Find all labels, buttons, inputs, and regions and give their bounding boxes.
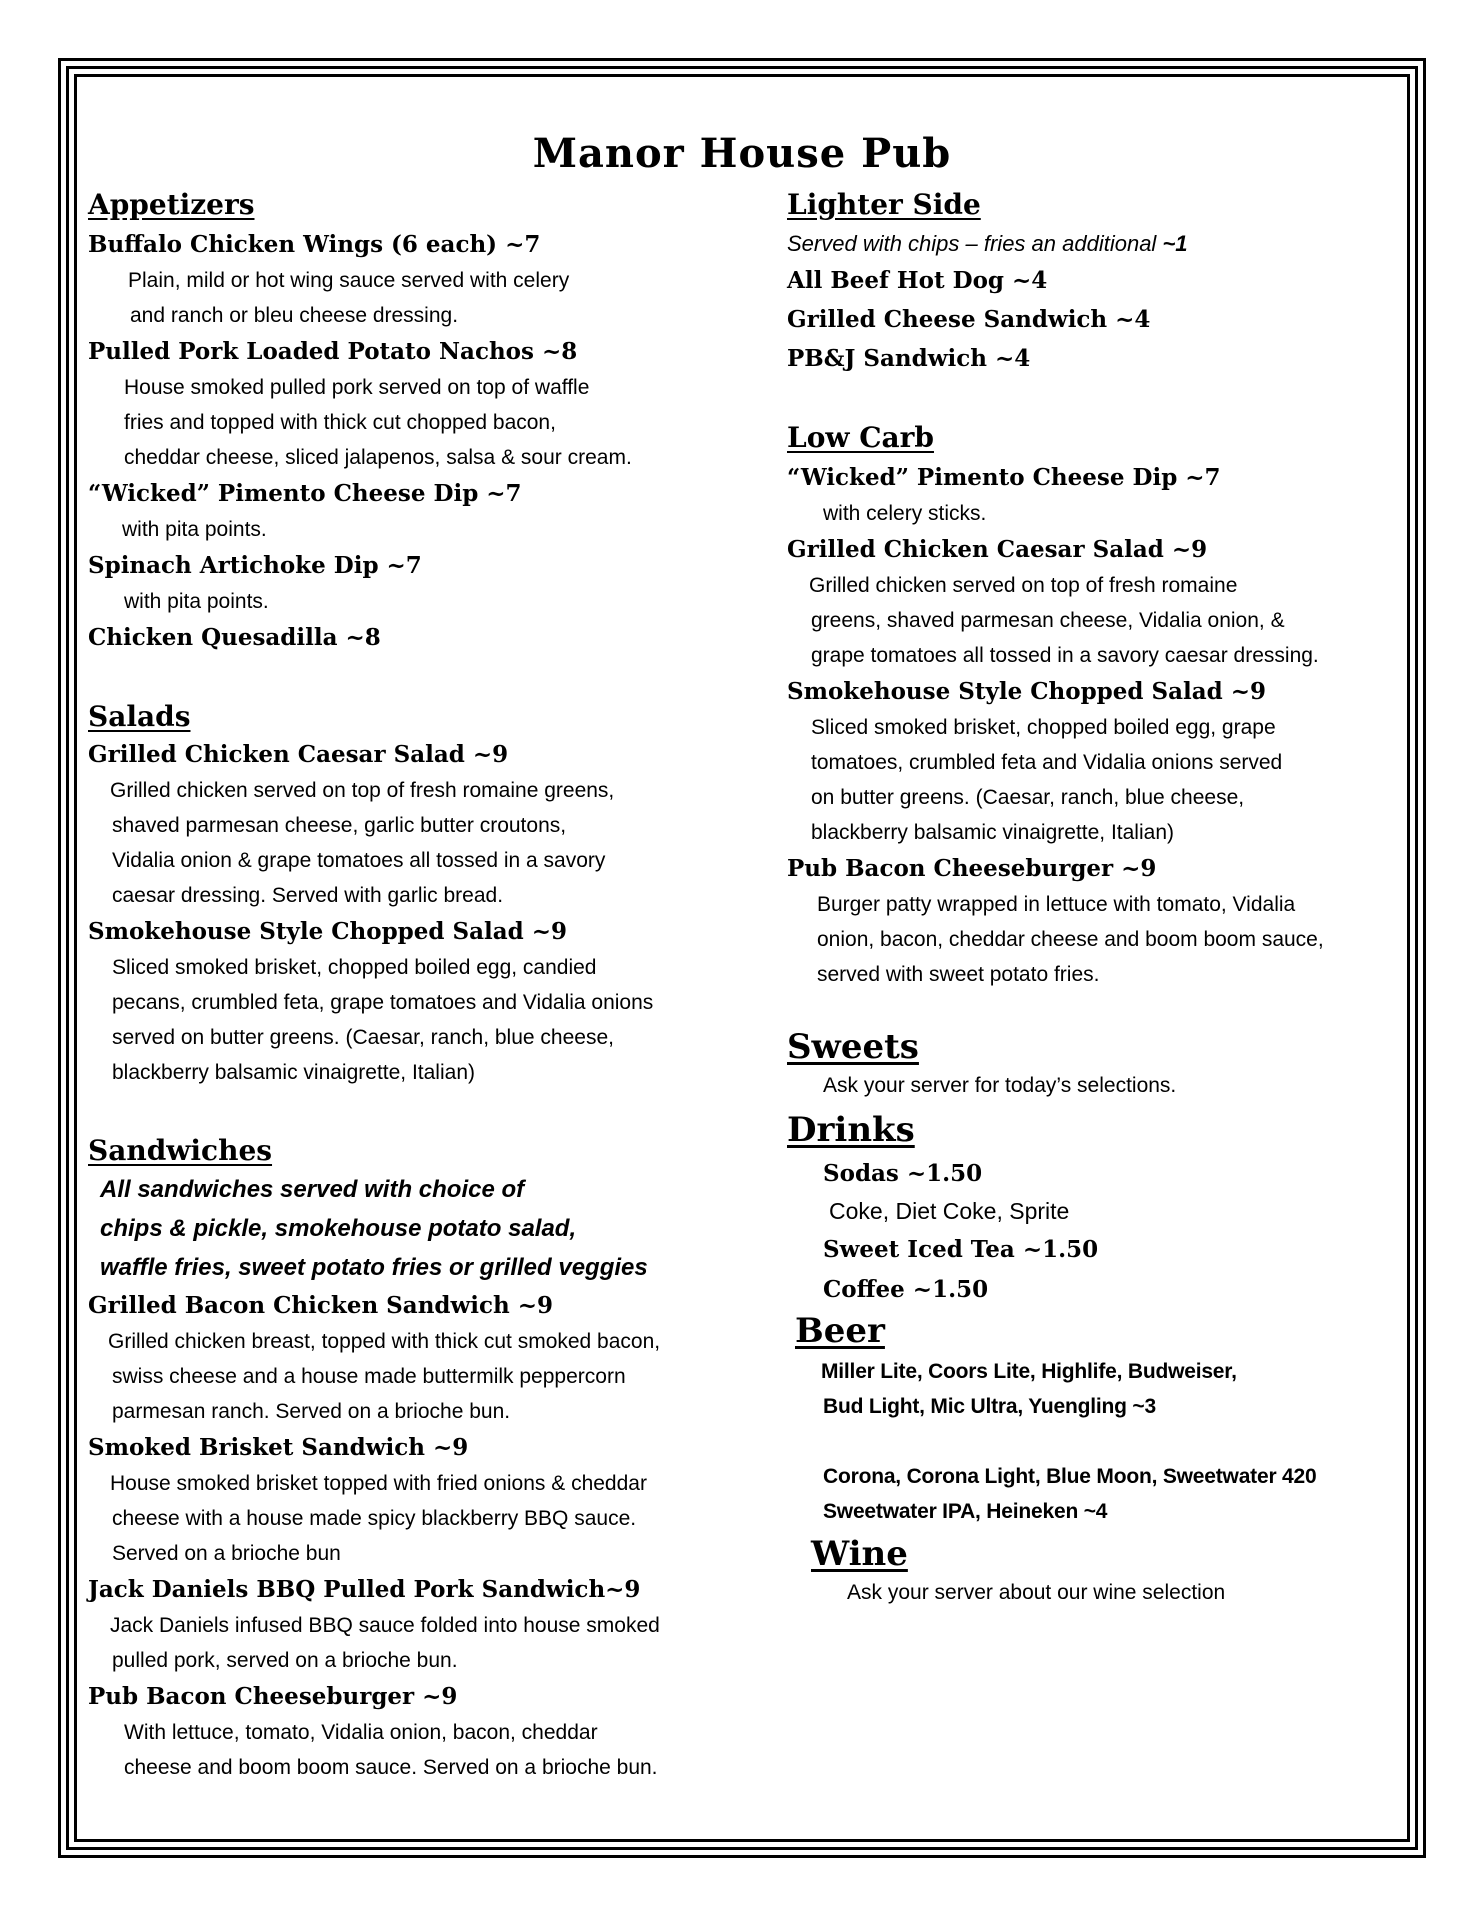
sandwiches-note-2: chips & pickle, smokehouse potato salad,	[100, 1215, 577, 1242]
lc-caesar-desc-2: greens, shaved parmesan cheese, Vidalia onion, &	[811, 609, 1285, 632]
lc-chopped-desc-2: tomatoes, crumbled feta and Vidalia onions served	[811, 751, 1283, 774]
bacon-chicken-desc-1: Grilled chicken breast, topped with thick cut smoked bacon,	[108, 1330, 661, 1353]
caesar-desc-1: Grilled chicken served on top of fresh romaine greens,	[110, 779, 615, 802]
chopped-desc-4: blackberry balsamic vinaigrette, Italian)	[112, 1061, 475, 1084]
brisket-desc-2: cheese with a house made spicy blackberry BBQ sauce.	[112, 1507, 637, 1530]
jack-desc-2: pulled pork, served on a brioche bun.	[112, 1649, 458, 1672]
burger-desc-2: cheese and boom boom sauce. Served on a brioche bun.	[124, 1756, 658, 1779]
lc-burger-desc-2: onion, bacon, cheddar cheese and boom boom sauce,	[817, 928, 1324, 951]
sweets-heading: Sweets	[787, 1027, 919, 1067]
lc-burger-desc-1: Burger patty wrapped in lettuce with tomato, Vidalia	[817, 893, 1296, 916]
wings-item: Buffalo Chicken Wings (6 each) ~7	[88, 231, 541, 258]
lc-chopped-desc-4: blackberry balsamic vinaigrette, Italian)	[811, 821, 1174, 844]
left-column	[88, 188, 728, 1785]
bacon-chicken-desc-2: swiss cheese and a house made buttermilk peppercorn	[112, 1365, 626, 1388]
lighter-heading: Lighter Side	[787, 188, 981, 221]
lc-chopped-desc-1: Sliced smoked brisket, chopped boiled egg, grape	[811, 716, 1276, 739]
nachos-item: Pulled Pork Loaded Potato Nachos ~8	[88, 338, 578, 365]
wings-desc-1: Plain, mild or hot wing sauce served with celery	[128, 269, 570, 292]
nachos-desc-3: cheddar cheese, sliced jalapenos, salsa & sour cream.	[124, 446, 632, 469]
tea-item: Sweet Iced Tea ~1.50	[823, 1236, 1099, 1263]
caesar-desc-4: caesar dressing. Served with garlic bread.	[112, 884, 504, 907]
sandwiches-note-1: All sandwiches served with choice of	[100, 1176, 525, 1203]
pimento-desc: with pita points.	[122, 518, 267, 541]
lc-caesar-item: Grilled Chicken Caesar Salad ~9	[787, 536, 1208, 563]
lc-caesar-desc-3: grape tomatoes all tossed in a savory caesar dressing.	[811, 644, 1319, 667]
wine-heading: Wine	[811, 1534, 908, 1574]
beer-list2-1: Corona, Corona Light, Blue Moon, Sweetwater 420	[823, 1465, 1317, 1488]
lighter-note-price: ~1	[1162, 231, 1188, 256]
chopped-desc-1: Sliced smoked brisket, chopped boiled egg, candied	[112, 956, 597, 979]
quesadilla-item: Chicken Quesadilla ~8	[88, 624, 381, 651]
bacon-chicken-item: Grilled Bacon Chicken Sandwich ~9	[88, 1292, 554, 1319]
grilled-cheese-item: Grilled Cheese Sandwich ~4	[787, 306, 1151, 333]
spinach-desc: with pita points.	[124, 590, 269, 613]
wings-desc-2: and ranch or bleu cheese dressing.	[130, 304, 459, 327]
sodas-desc: Coke, Diet Coke, Sprite	[829, 1198, 1070, 1224]
spinach-item: Spinach Artichoke Dip ~7	[88, 552, 422, 579]
wine-desc: Ask your server about our wine selection	[847, 1581, 1226, 1604]
pimento-item: “Wicked” Pimento Cheese Dip ~7	[88, 480, 522, 507]
burger-desc-1: With lettuce, tomato, Vidalia onion, bacon, cheddar	[124, 1721, 598, 1744]
lc-caesar-desc-1: Grilled chicken served on top of fresh romaine	[809, 574, 1238, 597]
brisket-item: Smoked Brisket Sandwich ~9	[88, 1434, 469, 1461]
lc-chopped-item: Smokehouse Style Chopped Salad ~9	[787, 678, 1266, 705]
caesar-desc-2: shaved parmesan cheese, garlic butter croutons,	[112, 814, 567, 837]
hotdog-item: All Beef Hot Dog ~4	[787, 267, 1048, 294]
beer-list2-2: Sweetwater IPA, Heineken ~4	[823, 1500, 1108, 1523]
salads-heading: Salads	[88, 700, 191, 733]
beer-list1-2: Bud Light, Mic Ultra, Yuengling ~3	[823, 1395, 1156, 1418]
brisket-desc-1: House smoked brisket topped with fried onions & cheddar	[110, 1472, 647, 1495]
lc-pimento-item: “Wicked” Pimento Cheese Dip ~7	[787, 464, 1221, 491]
lc-pimento-desc: with celery sticks.	[823, 502, 987, 525]
chopped-item: Smokehouse Style Chopped Salad ~9	[88, 918, 567, 945]
right-column	[787, 188, 1387, 1610]
jack-item: Jack Daniels BBQ Pulled Pork Sandwich~9	[88, 1576, 641, 1603]
chopped-desc-3: served on butter greens. (Caesar, ranch, blue cheese,	[112, 1026, 614, 1049]
chopped-desc-2: pecans, crumbled feta, grape tomatoes and Vidalia onions	[112, 991, 654, 1014]
nachos-desc-2: fries and topped with thick cut chopped bacon,	[124, 411, 556, 434]
beer-list1-1: Miller Lite, Coors Lite, Highlife, Budweiser,	[821, 1360, 1237, 1383]
brisket-desc-3: Served on a brioche bun	[112, 1542, 341, 1565]
sweets-desc: Ask your server for today’s selections.	[823, 1074, 1177, 1097]
lc-burger-item: Pub Bacon Cheeseburger ~9	[787, 855, 1157, 882]
lowcarb-heading: Low Carb	[787, 421, 934, 454]
caesar-item: Grilled Chicken Caesar Salad ~9	[88, 741, 509, 768]
menu-title: Manor House Pub	[532, 130, 952, 177]
bacon-chicken-desc-3: parmesan ranch. Served on a brioche bun.	[112, 1400, 511, 1423]
burger-item: Pub Bacon Cheeseburger ~9	[88, 1683, 458, 1710]
sandwiches-heading: Sandwiches	[88, 1134, 273, 1167]
jack-desc-1: Jack Daniels infused BBQ sauce folded into house smoked	[110, 1614, 660, 1637]
coffee-item: Coffee ~1.50	[823, 1276, 989, 1303]
pbj-item: PB&J Sandwich ~4	[787, 345, 1031, 372]
lighter-note: Served with chips – fries an additional ~1	[787, 231, 1188, 256]
sandwiches-note-3: waffle fries, sweet potato fries or grilled veggies	[100, 1254, 648, 1281]
drinks-heading: Drinks	[787, 1110, 915, 1150]
appetizers-heading: Appetizers	[88, 188, 255, 221]
lc-burger-desc-3: served with sweet potato fries.	[817, 963, 1100, 986]
nachos-desc-1: House smoked pulled pork served on top of waffle	[124, 376, 590, 399]
beer-heading: Beer	[795, 1311, 885, 1351]
sodas-item: Sodas ~1.50	[823, 1160, 983, 1187]
caesar-desc-3: Vidalia onion & grape tomatoes all tossed in a savory	[112, 849, 606, 872]
lc-chopped-desc-3: on butter greens. (Caesar, ranch, blue cheese,	[811, 786, 1245, 809]
